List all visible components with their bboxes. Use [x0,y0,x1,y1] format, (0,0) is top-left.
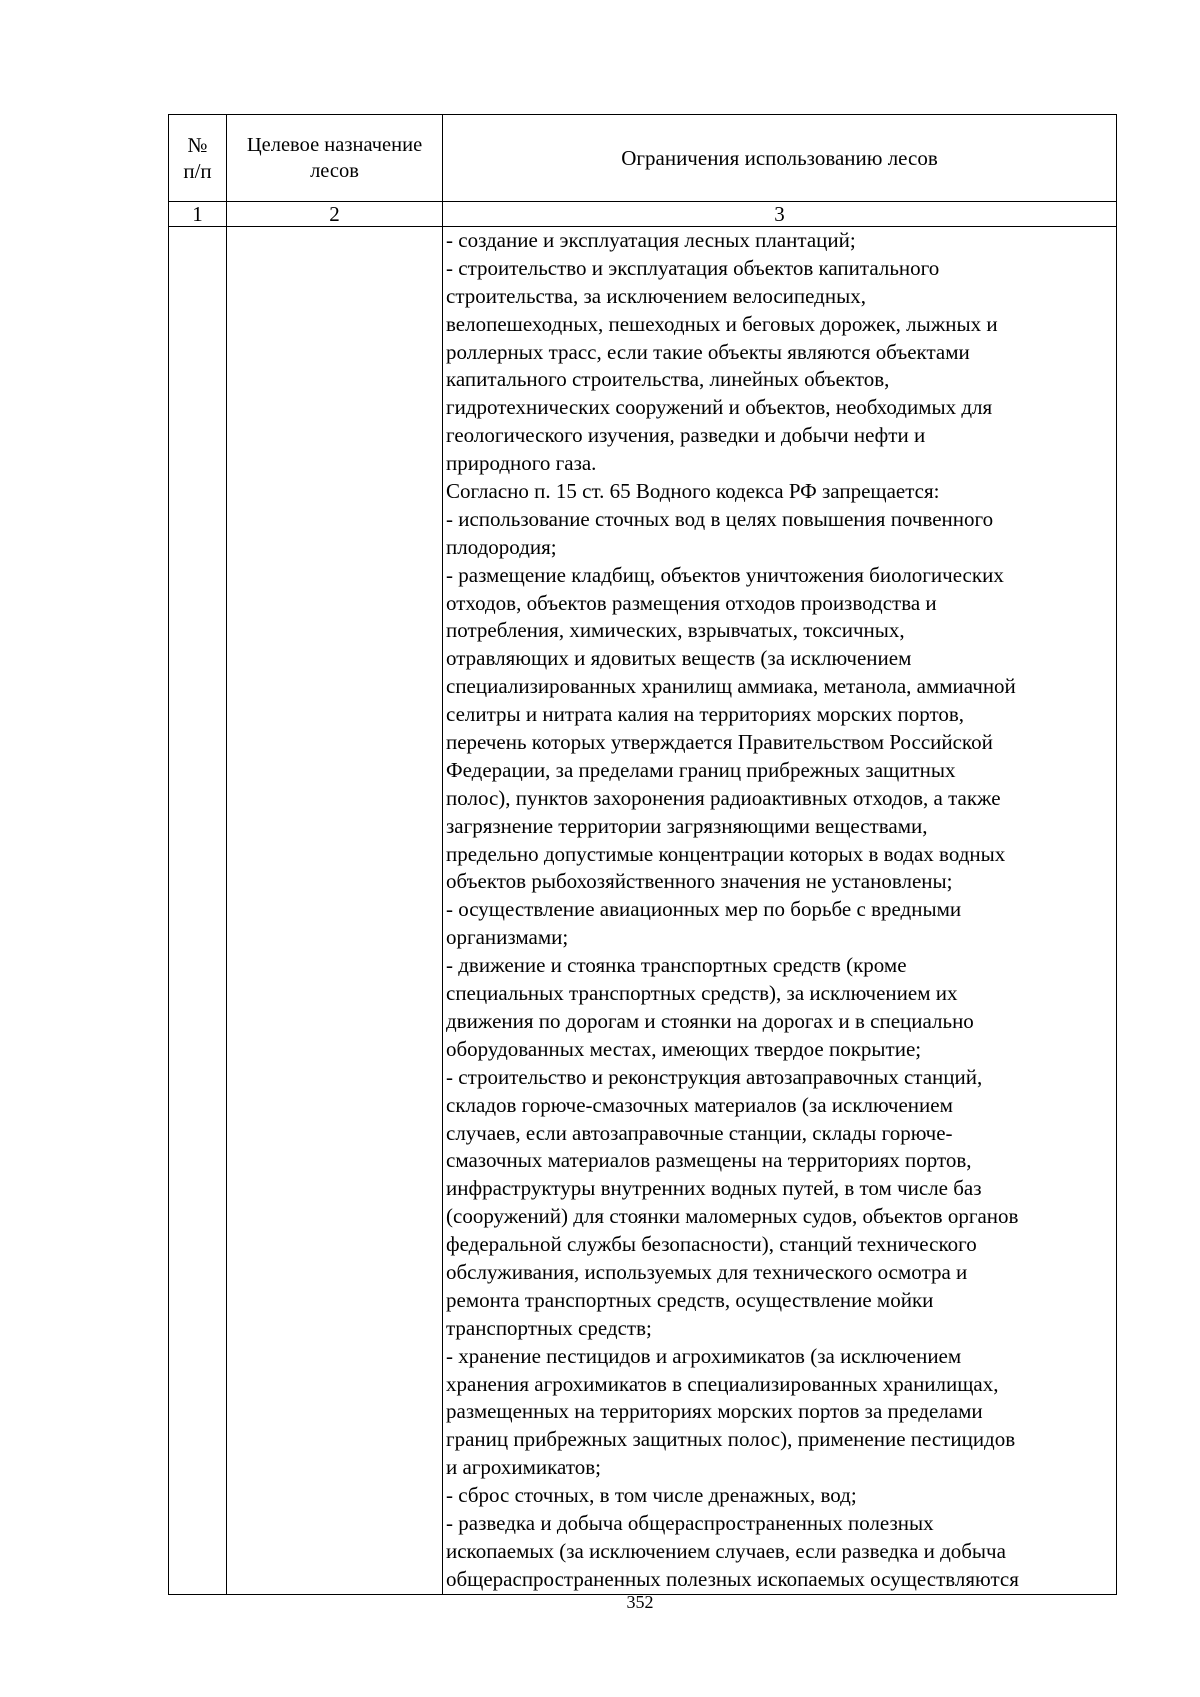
restriction-line: - размещение кладбищ, объектов уничтожения биологических [446,562,1004,587]
restriction-line: отравляющих и ядовитых веществ (за исключением [446,646,912,671]
table-body [169,227,1117,1595]
restriction-line: федеральной службы безопасности), станций технического [446,1232,977,1257]
restriction-line: отходов, объектов размещения отходов производства и [446,590,937,615]
restriction-line: специальных транспортных средств), за исключением их [446,981,958,1006]
restrictions-table [168,114,1117,1595]
restriction-line: хранения агрохимикатов в специализированных хранилищах, [446,1371,999,1396]
page-number: 352 [626,1592,654,1612]
restriction-line: - строительство и эксплуатация объектов капитального [446,255,940,280]
restriction-line: полос), пунктов захоронения радиоактивных отходов, а также [446,785,1001,810]
restriction-line: ремонта транспортных средств, осуществление мойки [446,1287,934,1312]
restriction-line: организмами; [446,925,569,950]
restriction-line: - движение и стоянка транспортных средств (кроме [446,953,907,978]
restriction-line: оборудованных местах, имеющих твердое покрытие; [446,1036,922,1061]
restriction-line: движения по дорогам и стоянки на дорогах и в специально [446,1008,974,1033]
restriction-line: - использование сточных вод в целях повышения почвенного [446,506,994,531]
restriction-line: и агрохимикатов; [446,1455,601,1480]
restriction-line: геологического изучения, разведки и добычи нефти и [446,423,926,448]
restriction-line: специализированных хранилищ аммиака, метанола, аммиачной [446,674,1016,699]
header-purpose-line-1: Целевое назначение [246,134,423,156]
restriction-line: Федерации, за пределами границ прибрежных защитных [446,757,956,782]
column-number-3: 3 [443,202,1117,227]
restriction-line: (сооружений) для стоянки маломерных судов, объектов органов [446,1204,1019,1229]
header-row [169,115,1117,202]
restriction-line: случаев, если автозаправочные станции, склады горюче- [446,1120,953,1145]
restriction-line: инфраструктуры внутренних водных путей, в том числе баз [446,1176,982,1201]
header-cell-number [169,115,227,202]
restriction-line: - создание и эксплуатация лесных плантаций; [446,228,856,252]
restriction-line: роллерных трасс, если такие объекты являются объектами [446,339,970,364]
header-number-line-1: № [187,133,208,157]
restriction-line: капитального строительства, линейных объектов, [446,367,890,392]
restriction-line: природного газа. [446,451,597,476]
row-restrictions-cell [443,227,1117,1595]
restriction-line: границ прибрежных защитных полос), применение пестицидов [446,1427,1016,1452]
restriction-line: - осуществление авиационных мер по борьбе с вредными [446,897,962,922]
header-restrictions-label: Ограничения использованию лесов [621,146,938,170]
restriction-line: Согласно п. 15 ст. 65 Водного кодекса РФ запрещается: [446,479,940,504]
header-purpose-line-2: лесов [310,160,359,182]
column-number-1: 1 [169,202,227,227]
header-number-line-2: п/п [183,159,212,183]
restriction-line: гидротехнических сооружений и объектов, необходимых для [446,395,993,420]
restrictions-text [443,227,1116,1594]
restriction-line: - строительство и реконструкция автозаправочных станций, [446,1064,983,1089]
header-cell-restrictions [443,115,1117,202]
column-number-2: 2 [227,202,443,227]
restriction-line: объектов рыбохозяйственного значения не установлены; [446,869,953,894]
restriction-line: предельно допустимые концентрации которых в водах водных [446,841,1006,866]
restriction-line: смазочных материалов размещены на территориях портов, [446,1148,972,1173]
restriction-line: загрязнение территории загрязняющими веществами, [446,813,928,838]
restriction-line: перечень которых утверждается Правительством Российской [446,730,993,755]
restriction-line: велопешеходных, пешеходных и беговых дорожек, лыжных и [446,311,998,336]
restriction-line: размещенных на территориях морских портов за пределами [446,1399,983,1424]
row-number-cell [169,227,227,1595]
restriction-line: - разведка и добыча общераспространенных полезных [446,1510,934,1535]
restriction-line: селитры и нитрата калия на территориях морских портов, [446,702,965,727]
restriction-line: - сброс сточных, в том числе дренажных, вод; [446,1483,857,1508]
column-number-row [169,202,1117,227]
header-cell-purpose [227,115,443,202]
row-purpose-cell [227,227,443,1595]
restriction-line: строительства, за исключением велосипедных, [446,283,866,308]
restriction-line: потребления, химических, взрывчатых, токсичных, [446,618,905,643]
restriction-line: плодородия; [446,534,557,559]
restriction-line: ископаемых (за исключением случаев, если разведка и добыча [446,1538,1006,1563]
restriction-line: общераспространенных полезных ископаемых осуществляются [446,1566,1019,1591]
table-row [169,227,1117,1595]
restriction-line: - хранение пестицидов и агрохимикатов (за исключением [446,1343,962,1368]
table-header [169,115,1117,227]
restriction-line: складов горюче-смазочных материалов (за исключением [446,1092,953,1117]
restriction-line: транспортных средств; [446,1315,652,1340]
restriction-line: обслуживания, используемых для технического осмотра и [446,1259,968,1284]
